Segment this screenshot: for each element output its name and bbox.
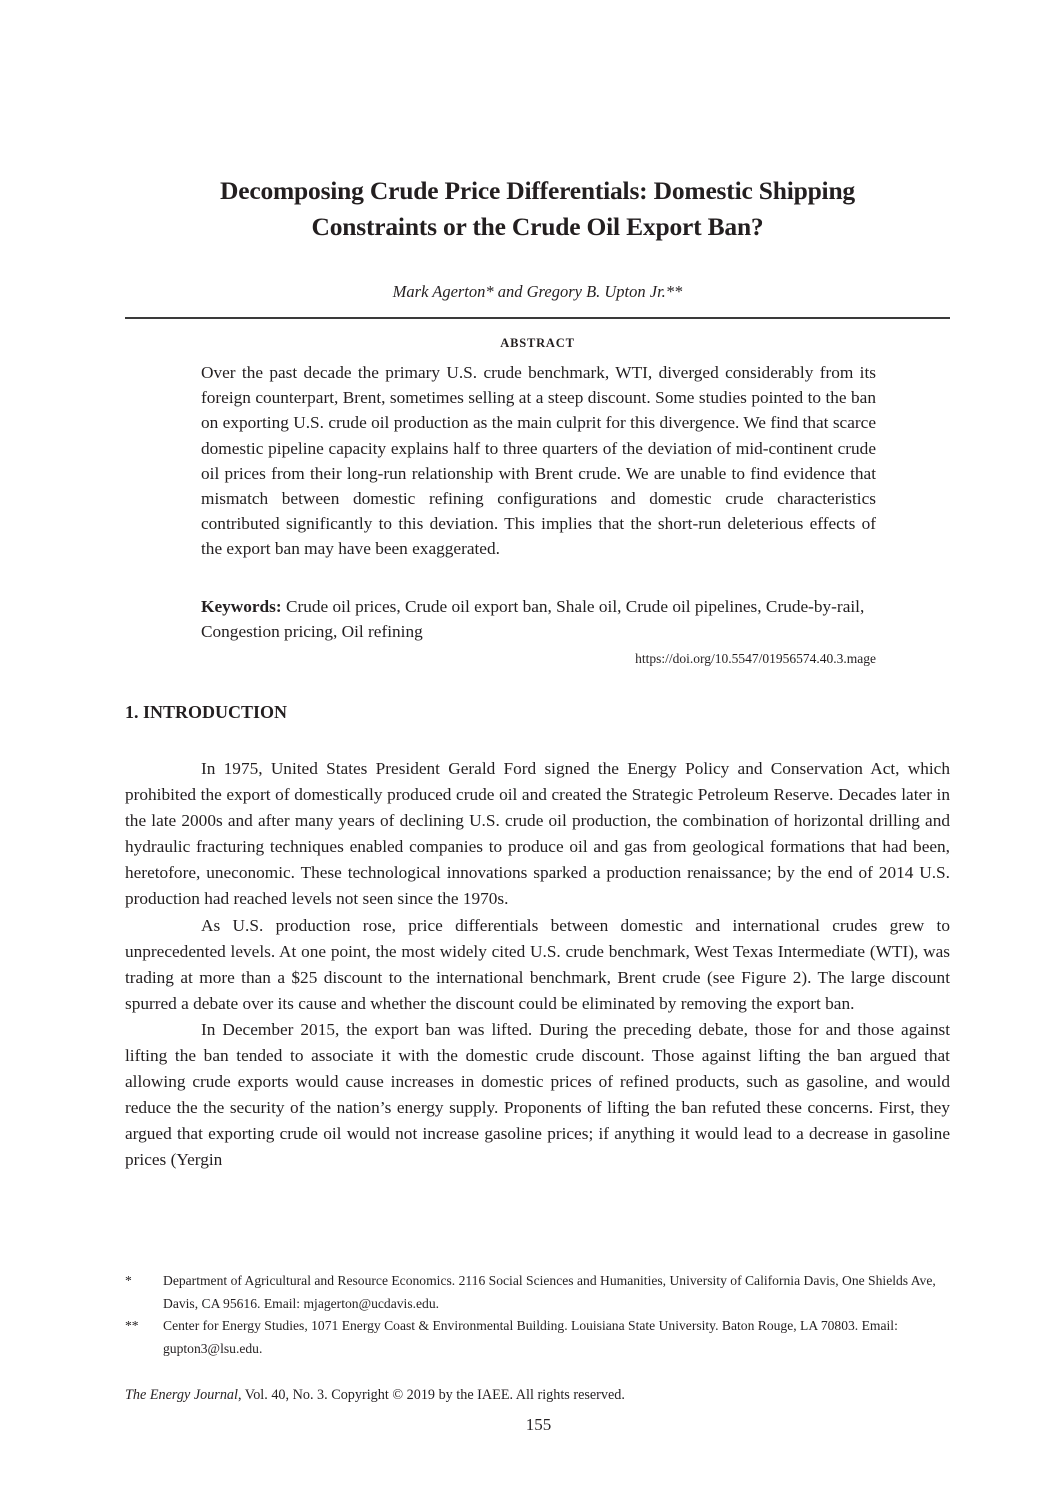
section-heading-introduction: 1. INTRODUCTION xyxy=(125,702,288,722)
abstract-heading: ABSTRACT xyxy=(500,336,575,350)
journal-citation xyxy=(125,1387,625,1404)
footnote-2 xyxy=(125,1315,950,1360)
footnotes xyxy=(125,1270,950,1360)
journal-details: , Vol. 40, No. 3. Copyright © 2019 by the IAEE. All rights reserved. xyxy=(237,1387,625,1403)
paper-title xyxy=(125,173,950,245)
keywords xyxy=(201,594,876,644)
abstract-text: Over the past decade the primary U.S. crude benchmark, WTI, diverged considerably from its foreign counterpart, Brent, sometimes selling at a steep discount. Some studies pointed to the ban on exporting U.S. crude oil production as the main culprit for this divergence. We find that scarce domestic pipeline capacity explains half to three quarters of the deviation of mid-continent crude oil prices from their long-run relationship with Brent crude. We are unable to find evidence that mismatch between domestic refining configurations and domestic crude characteristics contributed significantly to this deviation. This implies that the short-run deleterious effects of the export ban may have been exaggerated. xyxy=(201,363,876,559)
footnote-text: Department of Agricultural and Resource Economics. 2116 Social Sciences and Humanities, University of California Davis, One Shields Ave, Davis, CA 95616. Email: mjagerton@ucdavis.edu. xyxy=(163,1273,936,1311)
footnote-text: Center for Energy Studies, 1071 Energy Coast & Environmental Building. Louisiana State University. Baton Rouge, LA 70803. Email: gupton3@lsu.edu. xyxy=(163,1318,898,1356)
paragraph-2: As U.S. production rose, price differentials between domestic and international crudes grew to unprecedented levels. At one point, the most widely cited U.S. crude benchmark, West Texas Intermediate (WTI), was trading at more than a $25 discount to the international benchmark, Brent crude (see Figure 2). The large discount spurred a debate over its cause and whether the discount could be eliminated by removing the export ban. xyxy=(125,915,950,1013)
paragraph-1: In 1975, United States President Gerald Ford signed the Energy Policy and Conservation Act, which prohibited the export of domestically produced crude oil and created the Strategic Petroleum Reserve. Decades later in the late 2000s and after many years of declining U.S. crude oil production, the combination of horizontal drilling and hydraulic fracturing techniques enabled companies to produce oil and gas from geological formations that had been, heretofore, uneconomic. These technological innovations sparked a production renaissance; by the end of 2014 U.S. production had reached levels not seen since the 1970s. xyxy=(125,759,950,909)
footnote-mark: * xyxy=(125,1273,132,1288)
paragraph-3: In December 2015, the export ban was lifted. During the preceding debate, those for and those against lifting the ban tended to associate it with the domestic crude discount. Those against lifting the ban argued that allowing crude exports would cause increases in domestic prices of refined products, such as gasoline, and would reduce the the security of the nation’s energy supply. Proponents of lifting the ban refuted these concerns. First, they argued that exporting crude oil would not increase gasoline prices; if anything it would lead to a decrease in gasoline prices (Yergin xyxy=(125,1019,950,1170)
title-divider xyxy=(125,317,950,319)
footnote-mark: ** xyxy=(125,1318,139,1333)
page-number: 155 xyxy=(525,1415,552,1434)
doi-link[interactable]: https://doi.org/10.5547/01956574.40.3.mage xyxy=(635,651,876,666)
body-text xyxy=(125,756,950,1174)
keywords-list: Crude oil prices, Crude oil export ban, Shale oil, Crude oil pipelines, Crude-by-rail, Congestion pricing, Oil refining xyxy=(201,597,865,641)
title-line-2: Constraints or the Crude Oil Export Ban? xyxy=(311,212,764,241)
title-line-1: Decomposing Crude Price Differentials: Domestic Shipping xyxy=(220,176,855,205)
journal-name: The Energy Journal xyxy=(125,1387,238,1403)
footnote-1 xyxy=(125,1270,950,1315)
authors: Mark Agerton* and Gregory B. Upton Jr.** xyxy=(392,282,683,301)
keywords-label: Keywords: xyxy=(201,597,282,616)
